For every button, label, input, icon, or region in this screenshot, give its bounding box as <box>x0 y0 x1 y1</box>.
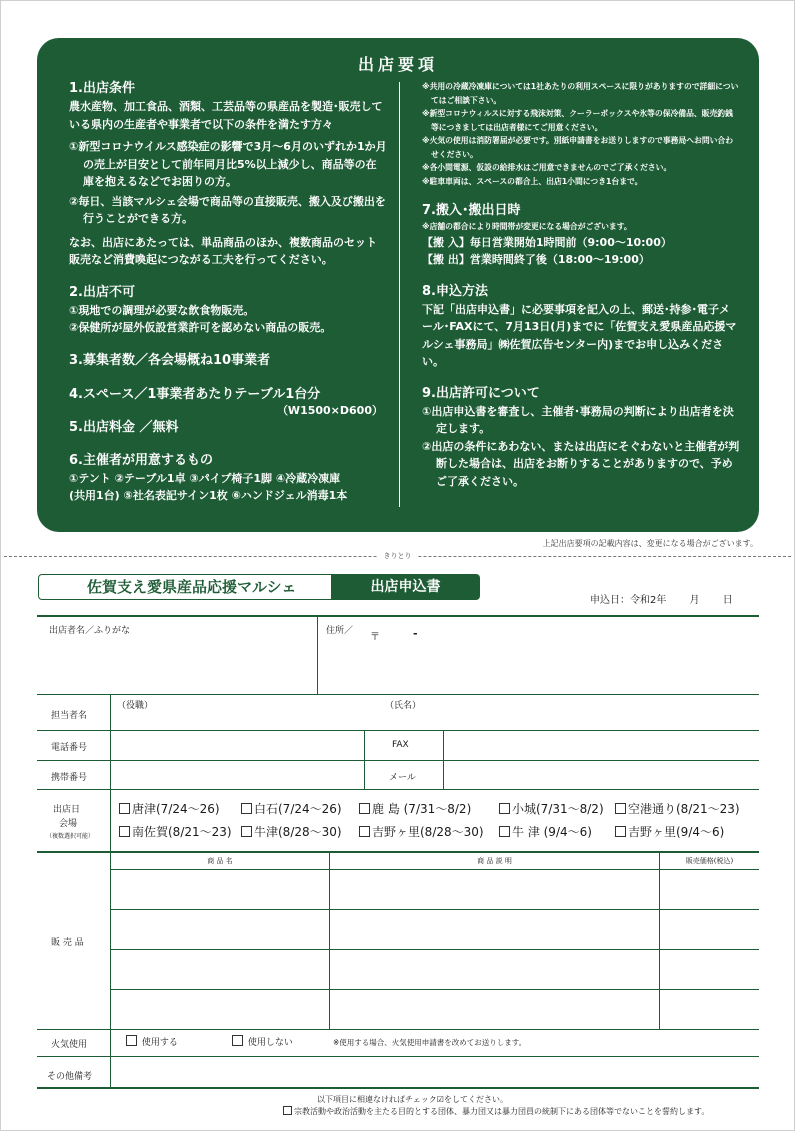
contact-person-field[interactable] <box>111 695 759 730</box>
pledge-option[interactable] <box>283 1106 709 1117</box>
fire-use-no-label: 使用しない <box>247 1038 293 1048</box>
fax-field[interactable] <box>444 731 759 760</box>
section-6-line-1: ①テント ②テーブル1卓 ③パイプ椅子1脚 ④冷蔵冷凍庫 <box>69 471 341 485</box>
venue-option[interactable] <box>241 823 342 840</box>
product-description-input[interactable] <box>330 950 659 989</box>
section-5-heading: 5.出店料金 ／無料 <box>69 419 179 435</box>
panel-title: 出店要項 <box>357 55 438 74</box>
requirements-right-column <box>422 80 740 490</box>
venue-option[interactable] <box>615 823 724 840</box>
venue-checkbox[interactable] <box>241 803 252 814</box>
pledge-text: 宗教活動や政治活動を主たる目的とする団体、暴力団又は暴力団員の統制下にある団体等でないことを誓約します。 <box>294 1107 710 1116</box>
section-7-out: 【搬 出】営業時間終了後（18:00～19:00） <box>422 253 650 266</box>
section-1-item-1: ①新型コロナウイルス感染症の影響で3月～6月のいずれか1か月の売上が目安として前年同月比5%以上減少し、商品等の在庫を抱えるなどでお困りの方。 <box>69 140 387 188</box>
note-2: ※新型コロナウィルスに対する飛沫対策、クーラーボックスや氷等の保冷備品、販売釣銭等につきましては出店者様にてご用意ください。 <box>422 109 733 132</box>
venue-label: 会場 <box>59 819 78 829</box>
other-remarks-field[interactable] <box>111 1057 759 1089</box>
venue-option[interactable] <box>359 823 484 840</box>
venue-option[interactable] <box>359 800 471 817</box>
venue-checkbox[interactable] <box>499 826 510 837</box>
venue-option-label: 牛津(8/28～30) <box>254 825 342 839</box>
cut-line-label <box>0 551 795 561</box>
section-6-line-2: (共用1台) ⑤社名表記サイン1枚 ⑥ハンドジェル消毒1本 <box>69 489 348 502</box>
form-line <box>37 1029 759 1030</box>
note-3: ※火気の使用は消防署届が必要です。別紙申請書をお送りしますので事務局へお問い合わせください。 <box>422 136 734 159</box>
address-label: 住所／ <box>326 626 354 636</box>
date-label: 出店日 <box>53 805 81 815</box>
postal-mark: 〒 <box>370 632 380 643</box>
section-8-heading: 8.申込方法 <box>422 283 488 299</box>
cut-line-text: きりとり <box>378 552 418 560</box>
change-note: 上記出店要項の記載内容は、変更になる場合がございます。 <box>542 539 758 548</box>
section-2-heading: 2.出店不可 <box>69 284 135 300</box>
applicant-name-label: 出店者名／ふりがな <box>49 626 131 636</box>
venue-checkbox[interactable] <box>359 803 370 814</box>
column-product-name: 商 品 名 <box>207 857 233 865</box>
fire-use-label: 火気使用 <box>51 1040 88 1050</box>
venue-option-label: 白石(7/24～26) <box>254 802 342 816</box>
product-price-input[interactable] <box>660 910 759 949</box>
mobile-field[interactable] <box>111 761 364 789</box>
fire-use-yes-option[interactable] <box>126 1035 178 1048</box>
form-event-name: 佐賀支え愛県産品応援マルシェ <box>38 574 332 600</box>
section-6-heading: 6.主催者が用意するもの <box>69 452 213 468</box>
section-1-intro: 農水産物、加工食品、酒類、工芸品等の県産品を製造･販売している県内の生産者や事業者で以下の条件を満たす方々 <box>69 100 383 131</box>
venue-option-label: 小城(7/31～8/2) <box>512 802 604 816</box>
address-field[interactable] <box>318 619 759 694</box>
note-4: ※各小間電源、仮設の給排水はご用意できませんのでご了承ください。 <box>422 163 672 172</box>
venue-checkbox[interactable] <box>499 803 510 814</box>
section-1-note: なお、出店にあたっては、単品商品のほか、複数商品のセット販売など消費喚起につながる工夫を行ってください。 <box>69 235 377 266</box>
fire-use-no-option[interactable] <box>232 1035 293 1048</box>
contact-person-label: 担当者名 <box>51 711 88 721</box>
product-price-input[interactable] <box>660 990 759 1029</box>
fire-use-no-checkbox[interactable] <box>232 1035 243 1046</box>
section-1-heading: 1.出店条件 <box>69 81 135 96</box>
section-2-item-1: ①現地での調理が必要な飲食物販売。 <box>69 303 255 317</box>
product-price-input[interactable] <box>660 870 759 909</box>
venue-option-label: 鹿 島 (7/31～8/2) <box>372 802 472 816</box>
section-7-note: ※店舗の都合により時間帯が変更になる場合がございます。 <box>422 222 632 231</box>
venue-checkbox[interactable] <box>615 803 626 814</box>
venue-checkbox[interactable] <box>119 803 130 814</box>
fire-use-note: ※使用する場合、火気使用申請書を改めてお送りします。 <box>333 1038 527 1047</box>
applicant-name-field[interactable] <box>37 619 317 694</box>
other-remarks-label: その他備考 <box>47 1072 93 1082</box>
venue-option-label: 牛 津 (9/4～6) <box>512 825 592 839</box>
venue-option[interactable] <box>241 800 342 817</box>
phone-label: 電話番号 <box>51 743 88 753</box>
section-8-text: 下記「出店申込書」に必要事項を記入の上、郵送･持参･電子メール･FAXにて、7月13日(月)までに「佐賀支え愛県産品応援マルシェ事務局」㈱佐賀広告センター内)までお申し込みください。 <box>422 302 737 368</box>
product-name-input[interactable] <box>111 950 329 989</box>
venue-checkbox[interactable] <box>359 826 370 837</box>
section-1-item-2: ②毎日、当該マルシェ会場で商品等の直接販売、搬入及び搬出を行うことができる方。 <box>69 194 386 225</box>
multi-select-note: （複数選択可能） <box>46 833 95 840</box>
section-7-heading: 7.搬入･搬出日時 <box>422 203 521 218</box>
mail-label: メール <box>389 773 416 783</box>
postal-dash: - <box>413 627 418 640</box>
column-price: 販売価格(税込) <box>685 857 734 865</box>
product-description-input[interactable] <box>330 910 659 949</box>
venue-option-label: 唐津(7/24～26) <box>132 802 220 816</box>
form-line <box>364 730 365 789</box>
note-1: ※共用の冷蔵冷凍庫については1社あたりの利用スペースに限りがありますので詳細についてはご相談下さい。 <box>422 82 739 105</box>
application-form <box>37 615 759 1089</box>
venue-option-label: 吉野ヶ里(8/28～30) <box>372 825 484 839</box>
note-5: ※駐車車両は、スペースの都合上、出店1小間につき1台まで。 <box>422 176 643 186</box>
mail-field[interactable] <box>444 761 759 789</box>
contact-name-label: （氏名） <box>385 701 422 711</box>
form-line <box>37 789 759 790</box>
mobile-label: 携帯番号 <box>51 773 88 783</box>
section-9-heading: 9.出店許可について <box>422 385 540 401</box>
requirements-left-column <box>69 80 387 505</box>
goods-label: 販 売 品 <box>51 938 84 948</box>
venue-option-label: 吉野ヶ里(9/4～6) <box>628 825 725 839</box>
venue-checkbox[interactable] <box>119 826 130 837</box>
product-description-input[interactable] <box>330 870 659 909</box>
form-title: 出店申込書 <box>331 574 480 600</box>
form-line <box>37 851 759 853</box>
venue-option-label: 南佐賀(8/21～23) <box>132 825 232 839</box>
section-2-item-2: ②保健所が屋外仮設営業許可を認めない商品の販売。 <box>69 321 332 334</box>
venue-option[interactable] <box>615 800 740 817</box>
section-3-heading: 3.募集者数／各会場概ね10事業者 <box>69 352 271 368</box>
venue-option[interactable] <box>119 800 220 817</box>
column-product-description: 商 品 説 明 <box>477 857 512 865</box>
pledge-instruction: 以下項目に相違なければチェック☑をしてください。 <box>317 1095 508 1104</box>
fire-use-yes-checkbox[interactable] <box>126 1035 137 1046</box>
section-9-item-2: ②出店の条件にあわない、または出店にそぐわないと主催者が判断した場合は、出店をお断りすることがありますので、予めご了承ください。 <box>422 439 740 488</box>
venue-option-label: 空港通り(8/21～23) <box>628 802 740 816</box>
venue-option[interactable] <box>119 823 232 840</box>
product-name-input[interactable] <box>111 870 329 909</box>
contact-role-label: （役職） <box>117 701 154 711</box>
section-4-heading: 4.スペース／1事業者あたりテーブル1台分 <box>69 386 321 402</box>
venue-checkbox[interactable] <box>241 826 252 837</box>
requirements-panel <box>37 38 759 532</box>
fax-label: FAX <box>392 740 409 750</box>
product-price-input[interactable] <box>660 950 759 989</box>
venue-option[interactable] <box>499 800 604 817</box>
venue-option[interactable] <box>499 823 592 840</box>
product-description-input[interactable] <box>330 990 659 1029</box>
pledge-checkbox[interactable] <box>283 1106 292 1115</box>
product-name-input[interactable] <box>111 910 329 949</box>
product-name-input[interactable] <box>111 990 329 1029</box>
venue-checkbox[interactable] <box>615 826 626 837</box>
apply-date: 申込日：令和2年 月 日 <box>590 595 733 606</box>
section-4-size: （W1500×D600） <box>276 403 383 417</box>
fire-use-yes-label: 使用する <box>141 1038 178 1048</box>
panel-divider <box>399 82 400 507</box>
phone-field[interactable] <box>111 731 364 760</box>
section-9-item-1: ①出店申込書を審査し、主催者･事務局の判断により出店者を決定します。 <box>422 404 734 435</box>
section-7-in: 【搬 入】毎日営業開始1時間前（9:00～10:00） <box>422 235 672 249</box>
